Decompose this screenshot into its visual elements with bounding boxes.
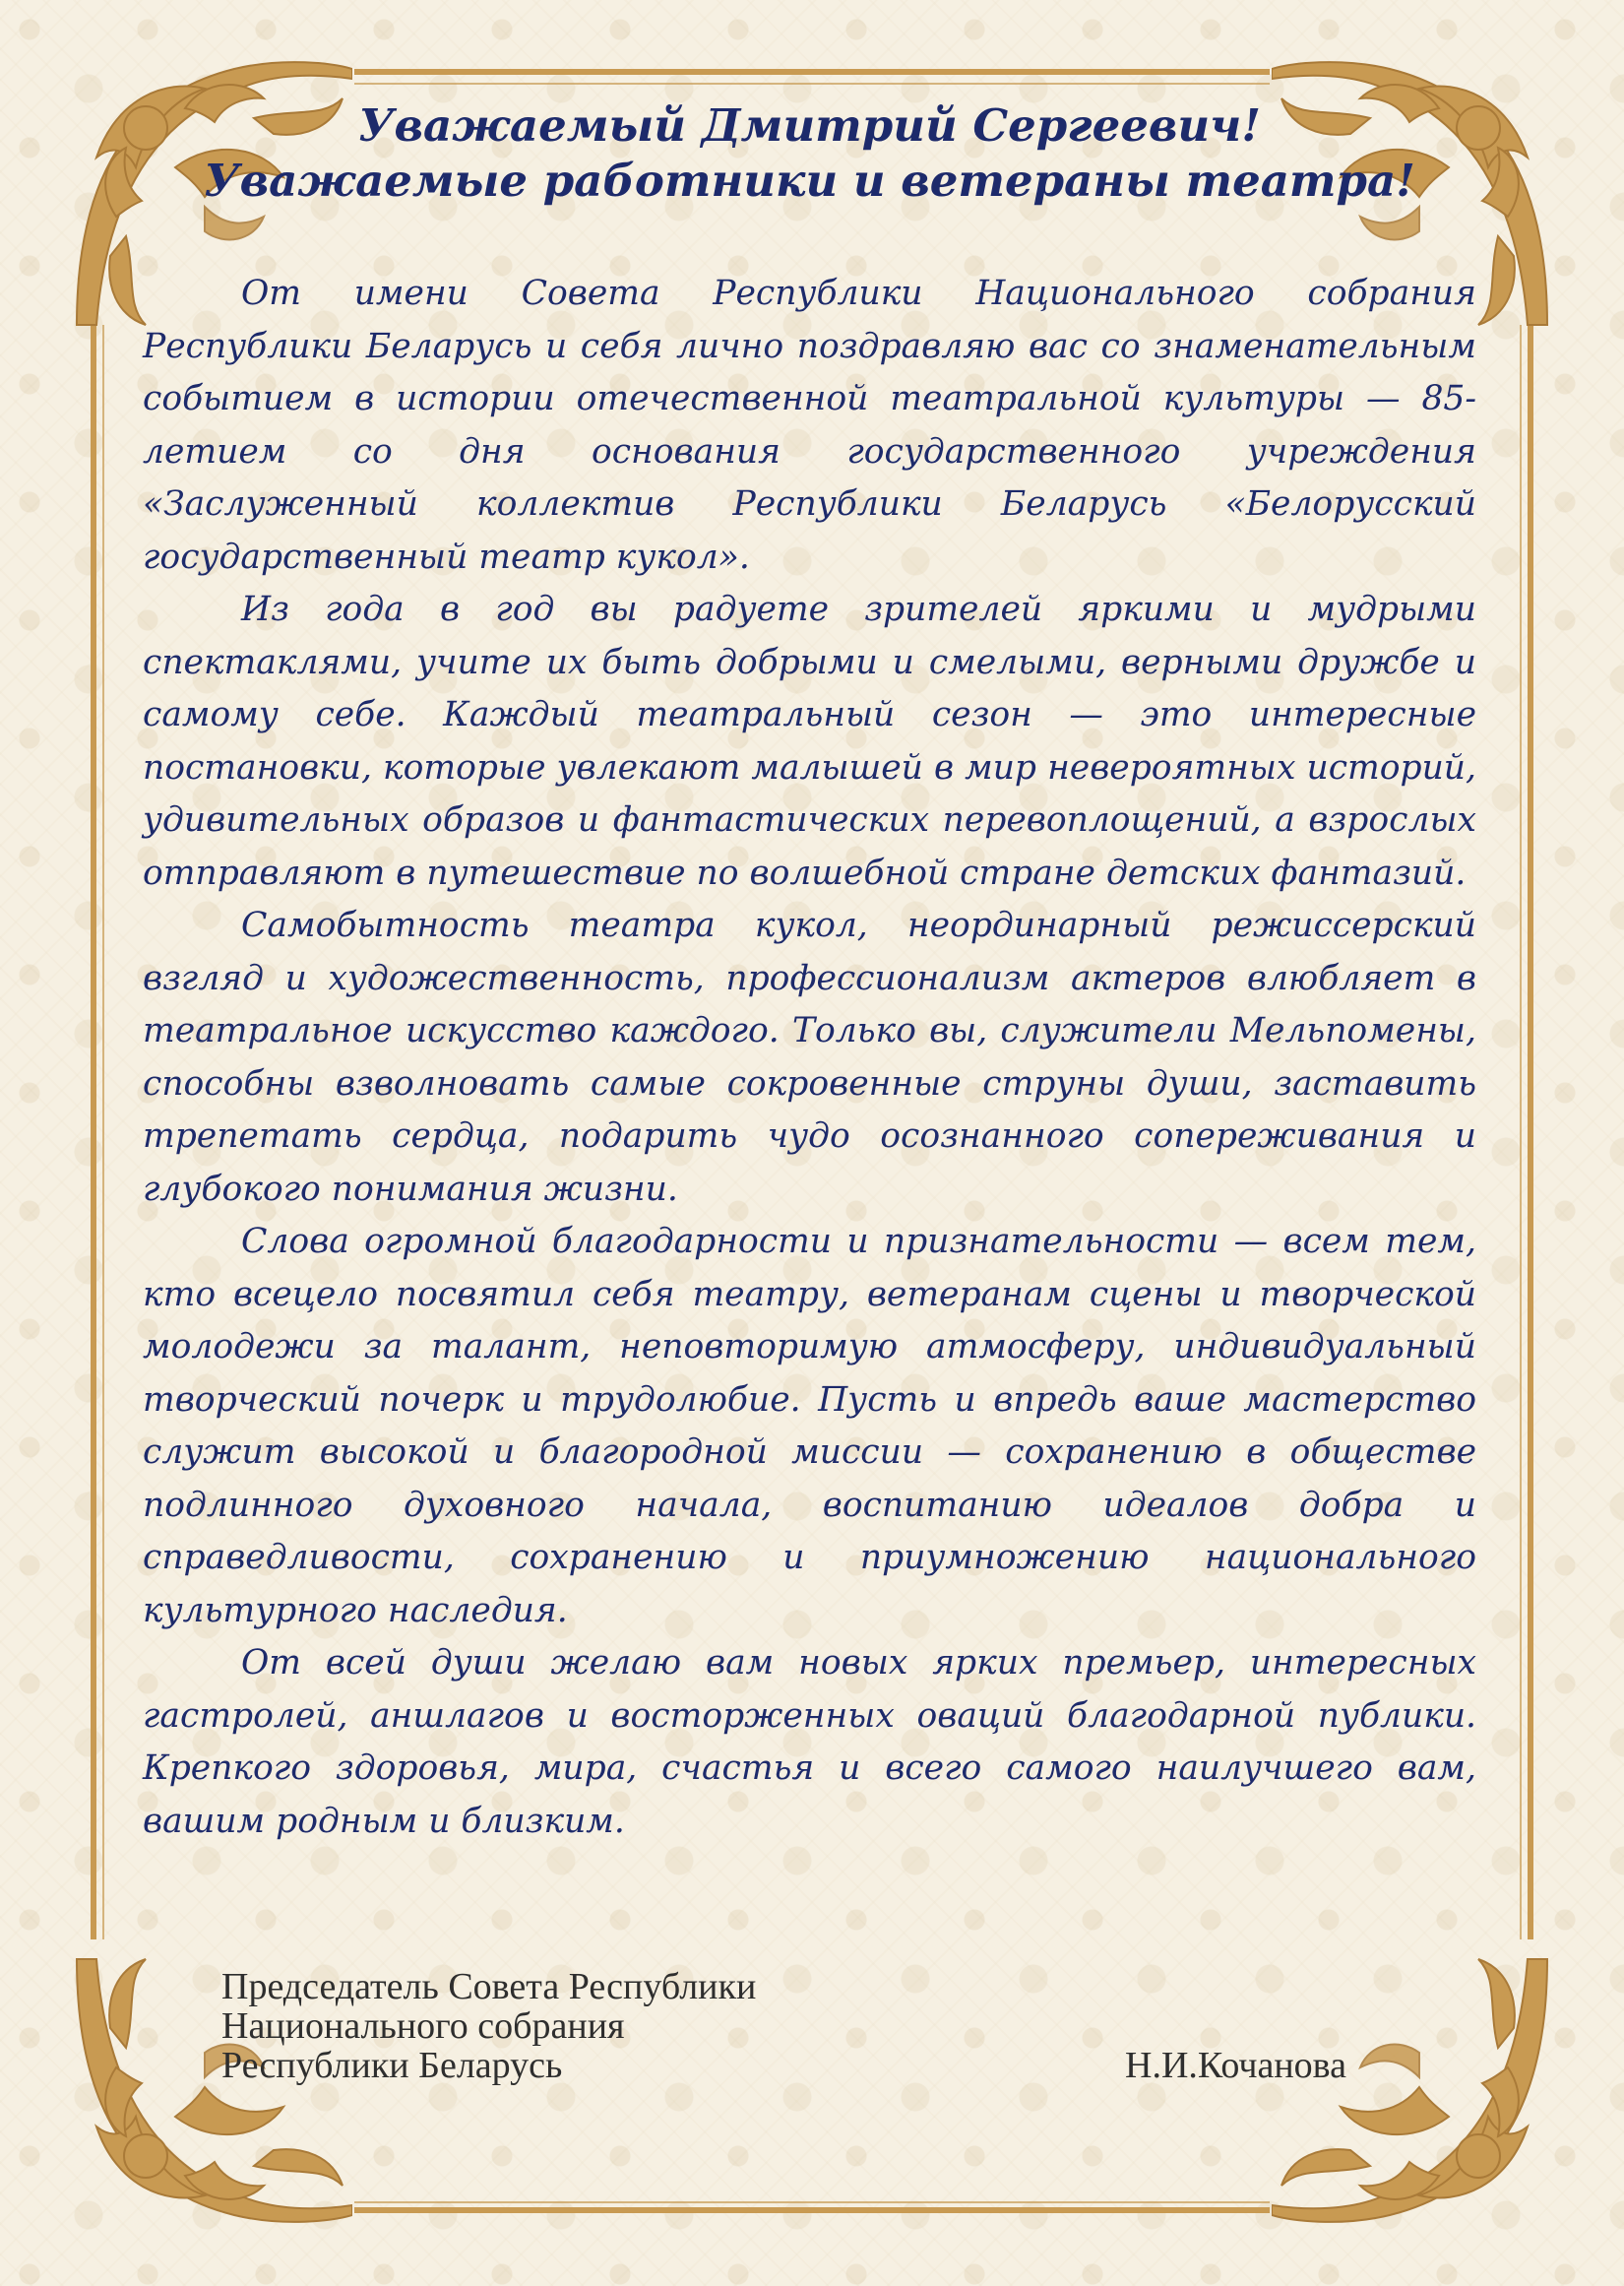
signature-name: Н.И.Кочанова [1125, 2045, 1346, 2086]
signature-block [221, 1967, 1403, 2085]
paragraph-4: Слова огромной благодарности и признательности — всем тем, кто всецело посвятил себя театру, ветеранам сцены и творческой молодежи за талант, неповторимую атмосферу, индивидуальный творческий почерк и трудолюбие. Пусть и впредь ваше мастерство служит высокой и благородной миссии — сохранению в обществе подлинного духовного начала, воспитанию идеалов добра и справедливости, сохранению и приумножению национального культурного наследия. [143, 1222, 1476, 1630]
paragraph-2: Из года в год вы радуете зрителей яркими и мудрыми спектаклями, учите их быть добрыми и смелыми, верными дружбе и самому себе. Каждый театральный сезон — это интересные постановки, которые увлекают малышей в мир невероятных историй, удивительных образов и фантастических перевоплощений, а взрослых отправляют в путешествие по волшебной стране детских фантазий. [143, 590, 1476, 893]
frame-top-line [354, 69, 1270, 75]
frame-top-inner-line [354, 83, 1270, 85]
paragraph-1: От имени Совета Республики Национального собрания Республики Беларусь и себя лично поздравляю вас со знаменательным событием в истории отечественной театральной культуры — 85-летием со дня основания государственного учреждения «Заслуженный коллектив Республики Беларусь «Белорусский государственный театр кукол». [143, 274, 1476, 577]
greeting-line-2: Уважаемые работники и ветераны театра! [204, 155, 1415, 207]
paragraph-5: От всей души желаю вам новых ярких премьер, интересных гастролей, аншлагов и восторженных оваций благодарной публики. Крепкого здоровья, мира, счастья и всего самого наилучшего вам, вашим родным и близким. [143, 1643, 1476, 1841]
greeting-line-1: Уважаемый Дмитрий Сергеевич! [357, 99, 1262, 152]
frame-left-inner-line [102, 325, 104, 1939]
frame-right-inner-line [1520, 325, 1522, 1939]
signature-position-line-1: Председатель Совета Республики [221, 1966, 757, 2007]
frame-left-line [91, 325, 96, 1939]
letter-body [143, 268, 1476, 1848]
frame-bottom-inner-line [354, 2201, 1270, 2203]
frame-right-line [1528, 325, 1533, 1939]
letter-content [143, 98, 1476, 1848]
frame-bottom-line [354, 2207, 1270, 2213]
signature-position-line-2: Национального собрания [221, 2005, 625, 2047]
paragraph-3: Самобытность театра кукол, неординарный режиссерский взгляд и художественность, профессионализм актеров влюбляет в театральное искусство каждого. Только вы, служители Мельпомены, способны взволновать самые сокровенные струны души, заставить трепетать сердца, подарить чудо осознанного сопереживания и глубокого понимания жизни. [143, 906, 1476, 1209]
signature-position-line-3: Республики Беларусь [221, 2045, 563, 2086]
